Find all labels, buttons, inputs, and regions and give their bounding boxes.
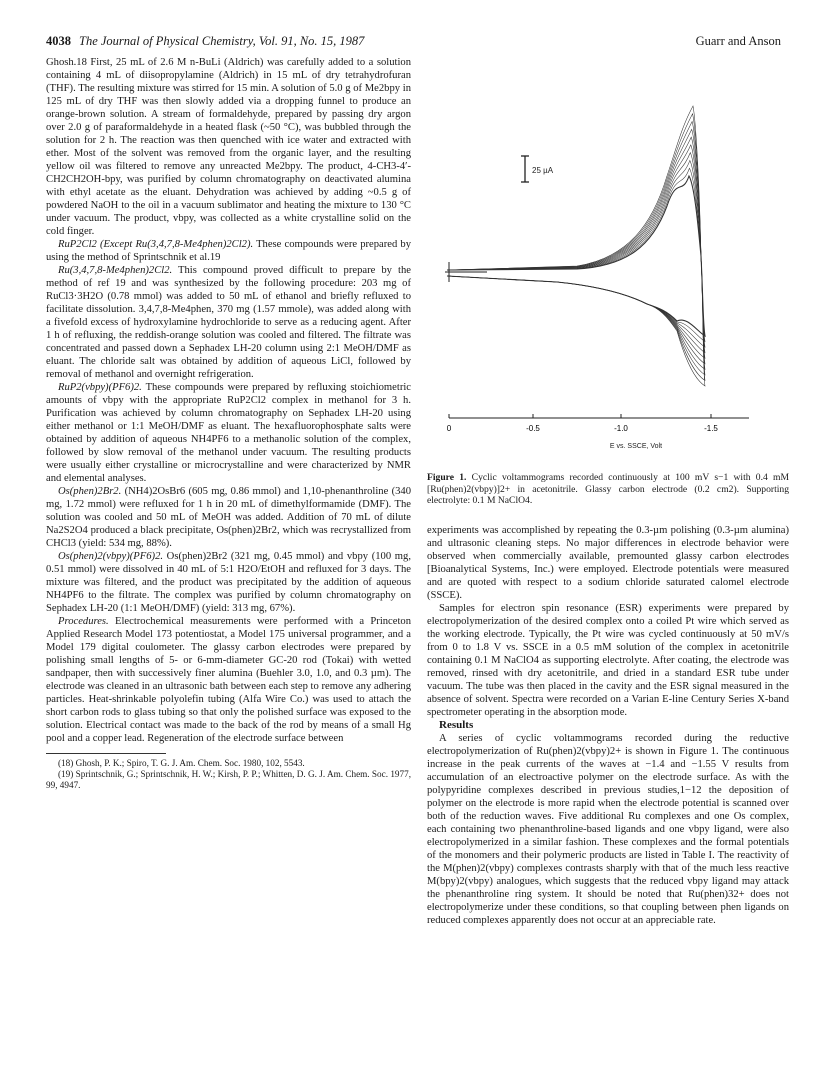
paragraph-osphen2br2: Os(phen)2Br2. (NH4)2OsBr6 (605 mg, 0.86 mmol) and 1,10-phenanthroline (340 mg, 1.72 mmol) were refluxed for 1 h in 20 mL of dimethylformamide (DMF). The solution was cooled and 50 mL of MeOH was added. Addition of 70 mL of dilute Na2S2O4 produced a black precipitate, Os(phen)2Br2, which was recrystallized from CHCl3 (yield: 534 mg, 88%). — [46, 486, 411, 549]
x-tick-label: 0 — [446, 424, 452, 433]
running-authors: Guarr and Anson — [695, 34, 781, 48]
right-column — [427, 524, 789, 927]
page-header — [46, 34, 781, 50]
footnotes — [46, 758, 411, 791]
cyclic-voltammogram-plot — [427, 56, 789, 466]
voltammogram-trace — [447, 145, 705, 358]
paragraph-osphen2vbpy: Os(phen)2(vbpy)(PF6)2. Os(phen)2Br2 (321 mg, 0.45 mmol) and vbpy (100 mg, 0.51 mmol) were dissolved in 40 mL of 5:1 H2O/EtOH and refluxed for 3 days. The mixture was filtered, and the product was precipitated by the addition of aqueous NH4PF6 to the filtrate. The complex was purified by column chromatography on Sephadex LH-20 (1:1 MeOH/DMF) (yield: 313 mg, 67%). — [46, 551, 411, 614]
paragraph-results: A series of cyclic voltammograms recorded during the reductive electropolymerization of Ru(phen)2(vbpy)2+ is shown in Figure 1. The continuous increase in the peak currents of the waves at −1.4 and −1.55 V results from accumulation of an electroactive polymer on the electrode surface. As with the polypyridine complexes described in previous studies,1−12 the deposition of polymer on the electrode is more rapid when the electrode potential is scanned over both of the reduction waves. Five additional Ru complexes and one Os complex, each containing two phenanthroline-based ligands and one vbpy ligand, were also electropolymerized in a similar fashion. These complexes and the formal potentials of the monomers and their polymeric products are listed in Table I. The reactivity of the M(phen)2(vbpy) complexes contrasts sharply with that of the much less reactive M(bpy)2(vbpy) analogues, which suggests that the reduced vbpy ligand may attack the phenanthroline ring system. It should be noted that Ru(phen)32+ does not electropolymerize under these conditions, so that coupling between phen ligands on reduced complexes apparently does not occur at an appreciable rate. — [427, 733, 789, 926]
reference-18: (18) Ghosh, P. K.; Spiro, T. G. J. Am. Chem. Soc. 1980, 102, 5543. — [58, 758, 305, 768]
subsection-heading: RuP2(vbpy)(PF6)2. — [58, 382, 142, 393]
x-tick-label: -1.5 — [704, 424, 718, 433]
voltammogram-traces — [445, 106, 705, 386]
voltammogram-trace — [447, 129, 705, 369]
page-number: 4038 — [46, 34, 71, 48]
paragraph-esr: Samples for electron spin resonance (ESR) experiments were prepared by electropolymerization of the desired complex onto a coiled Pt wire which served as the working electrode. Typically, the Pt wire was cycled continuously at 50 mV/s from 0 to 1.8 V vs. SSCE in a 0.5 mM solution of the complex in acetonitrile containing 0.1 M NaClO4 as supporting electrolyte. After coating, the electrode was removed, rinsed with dry acetonitrile, and dried in a standard ESR tube under vacuum. The tube was then placed in the cavity and the ESR signal measured in the absence of solvent. Spectra were recorded on a Varian E-line Century Series X-band spectrometer operating in the absorption mode. — [427, 603, 789, 718]
paragraph-procedures: Procedures. Electrochemical measurements were performed with a Princeton Applied Research Model 173 potentiostat, a Model 175 universal programmer, and a Model 179 digital coulometer. The glassy carbon electrodes were prepared by polishing small lengths of 5- or 6-mm-diameter GC-20 rod (Tokai) with wetted sandpaper, then with successively finer alumina (Buehler 3.0, 1.0, and 0.3 µm). The electrode was cleaned in an ultrasonic bath between each step to remove any adhering particles. Heat-shrinkable polyolefin tubing (Alfa Wire Co.) was used to attach the short carbon rods to glass tubing so that only the polished surface was exposed to the solution. Electrical contact was made to the back of the rod by means of a small Hg pool and a copper lead. Regeneration of the electrode surface between — [46, 616, 411, 744]
figure-caption: Figure 1. Cyclic voltammograms recorded continuously at 100 mV s−1 with 0.4 mM [Ru(phen)2(vbpy)]2+ in acetonitrile. Glassy carbon electrode (0.2 cm2). Supporting electrolyte: 0.1 M NaClO4. — [427, 472, 789, 506]
reference-19: (19) Sprintschnik, G.; Sprintschnik, H. W.; Kirsh, P. P.; Whitten, D. G. J. Am. Chem. Soc. 1977, 99, 4947. — [46, 769, 411, 790]
subsection-heading: Os(phen)2(vbpy)(PF6)2. — [58, 551, 164, 562]
subsection-heading: RuP2Cl2 (Except Ru(3,4,7,8-Me4phen)2Cl2). — [58, 239, 254, 250]
scale-bar-label: 25 µA — [532, 166, 554, 175]
paragraph-synthesis: Ghosh.18 First, 25 mL of 2.6 M n-BuLi (Aldrich) was carefully added to a solution containing 4 mL of diisopropylamine (Aldrich) in 15 mL of dry tetrahydrofuran (THF). The resulting mixture was stirred for 15 min. A solution of 5.0 g of Me2bpy in 125 mL of dry THF was then slowly added via a dropping funnel to produce an orange-brown solution. A stream of formaldehyde, prepared by passing dry argon over 2.0 g of paraformaldehyde in a heated flask (~50 °C), was bubbled through the solution for 2 h. The reaction was then quenched with ice water and extracted with ether. Most of the solvent was removed from the organic layer, and the resulting yellow oil was filtered to remove any unreacted Me2bpy. The product, 4-CH3-4′-CH2CH2OH-bpy, was purified by column chromatography on deactivated alumina with ethyl acetate as the eluant. Dehydration was achieved by adding ~0.5 g of powdered NaOH to the oil in a vacuum sublimator and heating the mixture to 130 °C under vacuum. The product, vbpy, was collected as a white crystalline solid on the cold finger. — [46, 57, 411, 237]
figure-1 — [427, 56, 789, 466]
voltammogram-trace — [447, 106, 705, 386]
subsection-heading: Ru(3,4,7,8-Me4phen)2Cl2. — [58, 265, 173, 276]
paragraph-me4phen: Ru(3,4,7,8-Me4phen)2Cl2. This compound proved difficult to prepare by the method of ref 19 and was synthesized by the following procedure: 203 mg of RuCl3·3H2O (0.78 mmol) was added to 50 mL of ethanol and briefly refluxed to facilitate dissolution. 3,4,7,8-Me4phen, 370 mg (1.57 mmole), was added along with a fivefold excess of hydroxylamine hydrochloride to serve as a reducing agent. After 1 h of refluxing, the reddish-orange solution was cooled and filtered. The filtrate was concentrated and passed down a Sephadex LH-20 column using 2:1 MeOH/DMF as eluant. The chloride salt was obtained by addition of aqueous LiCl, followed by removal of methanol and overnight refrigeration. — [46, 265, 411, 380]
voltammogram-trace — [447, 114, 705, 381]
x-axis-ticks — [447, 414, 719, 433]
voltammogram-trace — [447, 153, 705, 353]
journal-title: The Journal of Physical Chemistry, Vol. 91, No. 15, 1987 — [79, 34, 365, 48]
voltammogram-trace — [447, 176, 705, 336]
paragraph-rup2vbpy: RuP2(vbpy)(PF6)2. These compounds were prepared by refluxing stoichiometric amounts of vbpy with the appropriate RuP2Cl2 complex in methanol for 3 h. Purification was achieved by column chromatography on Sephadex LH-20 using either methanol or 1:1 MeOH/DMF as eluant. The hexafluorophosphate salts were obtained by addition of aqueous NH4PF6 to a methanolic solution of the complex, followed by slow removal of the methanol under vacuum. The resulting products were usually either crystalline or microcrystalline and were characterized by NMR and elemental analyses. — [46, 382, 411, 484]
subsection-heading: Procedures. — [58, 616, 109, 627]
paragraph-electrodes: experiments was accomplished by repeating the 0.3-µm polishing (0.3-µm alumina) and ultrasonic cleaning steps. No major differences in electrode behavior were observed when commercially available, premounted glassy carbon electrodes [Bioanalytical Systems, Inc.) were employed. Electrode potentials were measured and are quoted with respect to a sodium chloride saturated calomel electrode (SSCE). — [427, 525, 789, 601]
x-tick-label: -0.5 — [526, 424, 540, 433]
x-axis-label: E vs. SSCE, Volt — [609, 443, 663, 450]
subsection-heading: Os(phen)2Br2. — [58, 486, 122, 497]
section-heading-results: Results — [439, 719, 474, 731]
voltammogram-trace — [447, 137, 705, 364]
footnote-divider — [46, 753, 166, 754]
voltammogram-trace — [447, 122, 705, 375]
paragraph-rup2cl2: RuP2Cl2 (Except Ru(3,4,7,8-Me4phen)2Cl2). These compounds were prepared by using the method of Sprintschnik et al.19 — [46, 239, 411, 263]
left-column — [46, 56, 411, 791]
x-tick-label: -1.0 — [614, 424, 628, 433]
figure-label: Figure 1. — [427, 472, 467, 483]
